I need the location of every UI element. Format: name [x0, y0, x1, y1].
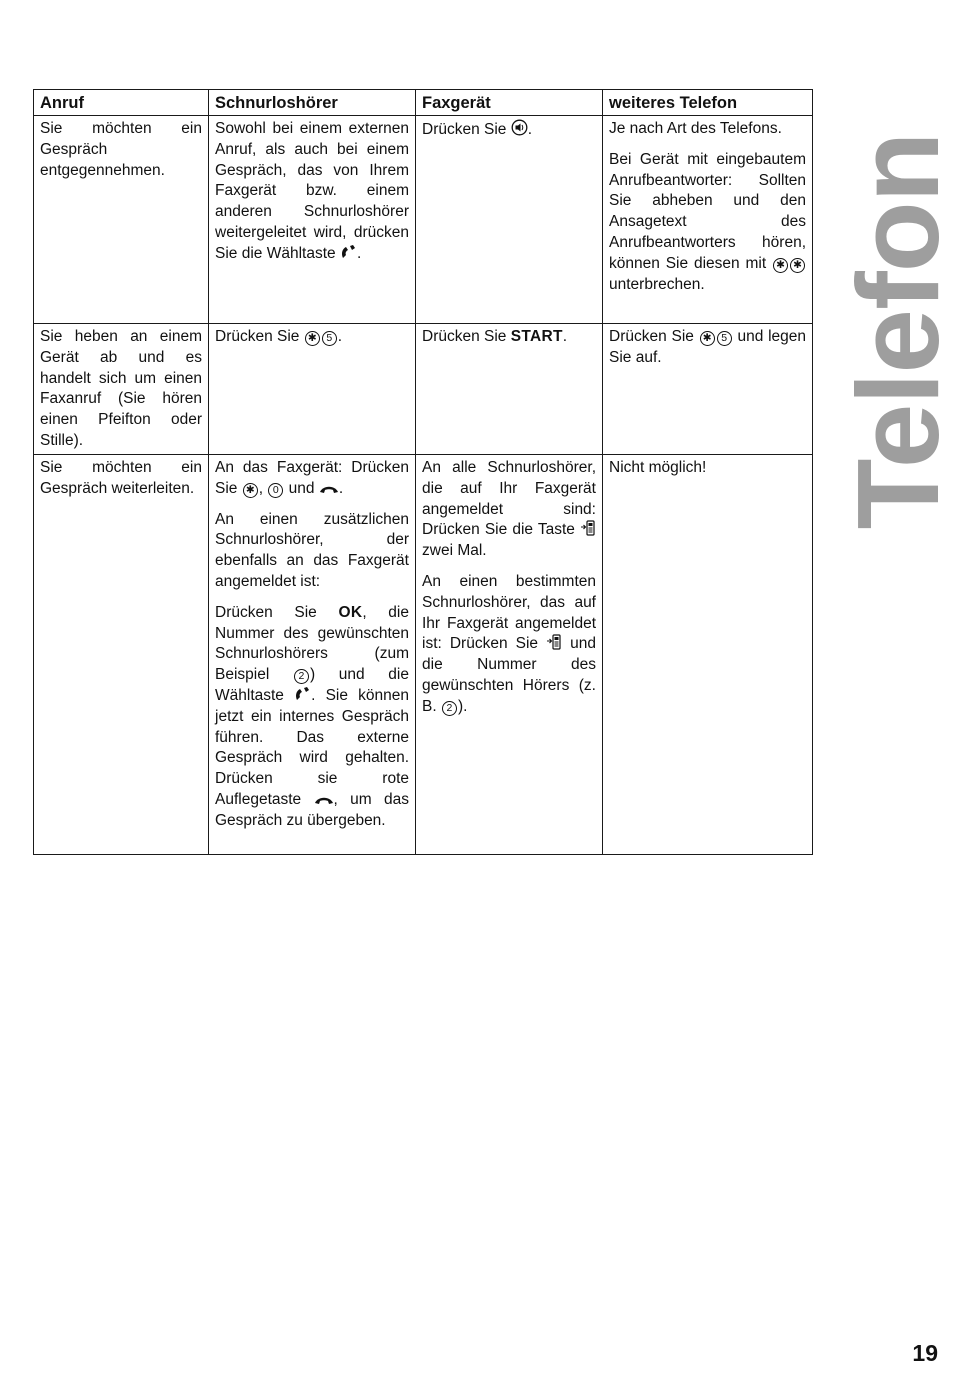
star-key-icon: ✱ [790, 258, 805, 273]
star-key-icon: ✱ [243, 483, 258, 498]
star-key-icon: ✱ [773, 258, 788, 273]
dial-handset-icon [340, 245, 357, 260]
dial-handset-icon [294, 687, 311, 702]
intercom-key-icon [546, 634, 562, 650]
section-title-vertical: Telefon [833, 132, 963, 529]
intercom-key-icon [580, 520, 596, 536]
cell-telefon: Nicht möglich! [603, 455, 813, 855]
instruction-table [33, 89, 813, 855]
cell-schnurlos: An das Faxgerät: Drücken Sie ✱ , 0 und . An einen zusätzlichen Schnurloshörer, der ebenfalls an das Faxgerät angemeldet ist: Drücken Sie OK, die Nummer des gewünschten Schnurloshörers (zum Beispiel 2 ) und die Wähltaste . Sie können jetzt ein internes Gespräch führen. Das externe Gespräch wird gehalten. Drücken sie rote Auflegetaste , um das Gespräch zu übergeben. [209, 455, 416, 855]
header-faxgeraet: Faxgerät [416, 90, 603, 116]
cell-telefon: Drücken Sie ✱ 5 und legen Sie auf. [603, 324, 813, 455]
table-row [34, 324, 813, 455]
cell-schnurlos: Sowohl bei einem externen Anruf, als auch bei einem Gespräch, das von Ihrem Faxgerät bzw. einem anderen Schnurloshörer weitergeleitet wird, drücken Sie die Wähltaste . [209, 116, 416, 324]
star-key-icon: ✱ [305, 331, 320, 346]
cell-telefon: Je nach Art des Telefons. Bei Gerät mit eingebautem Anrufbeantworter: Sollten Sie abheben und den Ansagetext des Anrufbeantworters hören, können Sie diesen mit ✱ ✱ unterbrechen. [603, 116, 813, 324]
digit-key: 5 [717, 331, 732, 346]
header-weiteres-telefon: weiteres Telefon [603, 90, 813, 116]
ok-key: OK [338, 603, 363, 621]
table-row [34, 455, 813, 855]
header-schnurloshoerer: Schnurloshörer [209, 90, 416, 116]
cell-fax: Drücken Sie START. [416, 324, 603, 455]
page-number: 19 [912, 1340, 938, 1366]
speaker-key-icon [511, 119, 528, 136]
table-row [34, 116, 813, 324]
star-key-icon: ✱ [700, 331, 715, 346]
cell-anruf: Sie heben an einem Gerät ab und es handelt sich um einen Faxanruf (Sie hören einen Pfeifton oder Stille). [34, 324, 209, 455]
hangup-handset-icon [314, 794, 334, 806]
cell-fax: Drücken Sie . [416, 116, 603, 324]
cell-anruf: Sie möchten ein Gespräch weiterleiten. [34, 455, 209, 855]
digit-key: 5 [322, 331, 337, 346]
digit-key: 2 [294, 669, 309, 684]
cell-schnurlos: Drücken Sie ✱ 5 . [209, 324, 416, 455]
hangup-handset-icon [319, 483, 339, 495]
header-anruf: Anruf [34, 90, 209, 116]
cell-fax: An alle Schnurloshörer, die auf Ihr Faxgerät angemeldet sind: Drücken Sie die Taste zwei Mal. An einen bestimmten Schnurloshörer, das auf Ihr Faxgerät angemeldet ist: Drücken Sie und die Nummer des gewünschten Hörers (z. B. 2 ). [416, 455, 603, 855]
start-key: START [510, 328, 563, 345]
digit-key: 2 [442, 701, 457, 716]
digit-key: 0 [268, 483, 283, 498]
table-header-row [34, 90, 813, 116]
cell-anruf: Sie möchten ein Gespräch entgegennehmen. [34, 116, 209, 324]
